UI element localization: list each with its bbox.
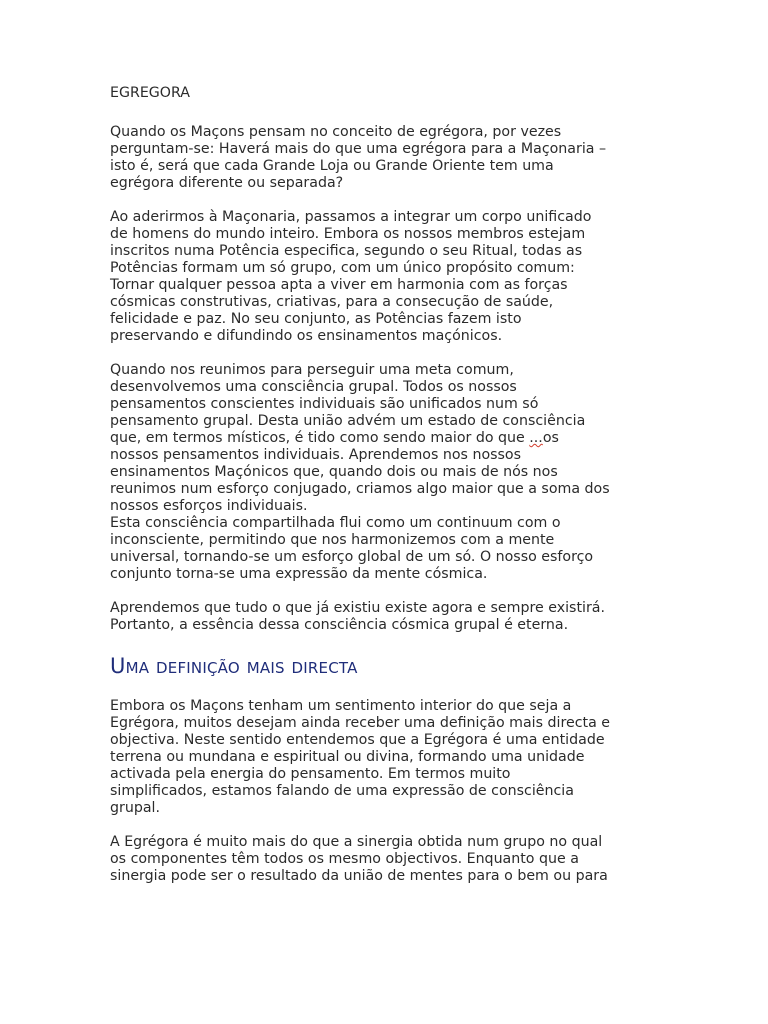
section-heading: Uma definição mais directa [110, 654, 358, 678]
document-title: EGREGORA [110, 85, 190, 101]
paragraph-2: Ao aderirmos à Maçonaria, passamos a integrar um corpo unificado de homens do mundo inteiro. Embora os nossos membros estejam inscritos numa Potência especifica, segundo o seu Ritual, todas as Potências formam um só grupo, com um único propósito comum: Tornar qualquer pessoa apta a viver em harmonia com as forças cósmicas construtivas, criativas, para a consecução de saúde, felicidade e paz. No seu conjunto, as Potências fazem isto preservando e difundindo os ensinamentos maçónicos. [110, 209, 592, 344]
paragraph-3-text-end: os nossos pensamentos individuais. Aprendemos nos nossos ensinamentos Maçónicos que, quando dois ou mais de nós nos reunimos num esforço conjugado, criamos algo maior que a soma dos nossos esforços individuais. Esta consciência compartilhada flui como um continuum com o inconsciente, permitindo que nos harmonizemos com a mente universal, tornando-se um esforço global de um só. O nosso esforço conjunto torna-se uma expressão da mente cósmica. [110, 430, 610, 582]
document-page [110, 85, 662, 902]
paragraph-1: Quando os Maçons pensam no conceito de egrégora, por vezes perguntam-se: Haverá mais do que uma egrégora para a Maçonaria – isto é, será que cada Grande Loja ou Grande Oriente tem uma egrégora diferente ou separada? [110, 124, 607, 191]
paragraph-3-text-start: Quando nos reunimos para perseguir uma meta comum, desenvolvemos uma consciência grupal. Todos os nossos pensamentos conscientes individuais são unificados num só pensamento grupal. Desta união advém um estado de consciência que, em termos místicos, é tido como sendo maior do que [110, 362, 586, 446]
paragraph-5: Embora os Maçons tenham um sentimento interior do que seja a Egrégora, muitos desejam ainda receber uma definição mais directa e objectiva. Neste sentido entendemos que a Egrégora é uma entidade terrena ou mundana e espiritual ou divina, formando uma unidade activada pela energia do pensamento. Em termos muito simplificados, estamos falando de uma expressão de consciência grupal. [110, 698, 611, 816]
spellcheck-flagged-text: ... [529, 430, 543, 446]
paragraph-4: Aprendemos que tudo o que já existiu existe agora e sempre existirá. Portanto, a essência dessa consciência cósmica grupal é eterna. [110, 600, 605, 633]
paragraph-3 [110, 362, 662, 583]
paragraph-6: A Egrégora é muito mais do que a sinergia obtida num grupo no qual os componentes têm todos os mesmo objectivos. Enquanto que a sinergia pode ser o resultado da união de mentes para o bem ou para [110, 834, 608, 884]
